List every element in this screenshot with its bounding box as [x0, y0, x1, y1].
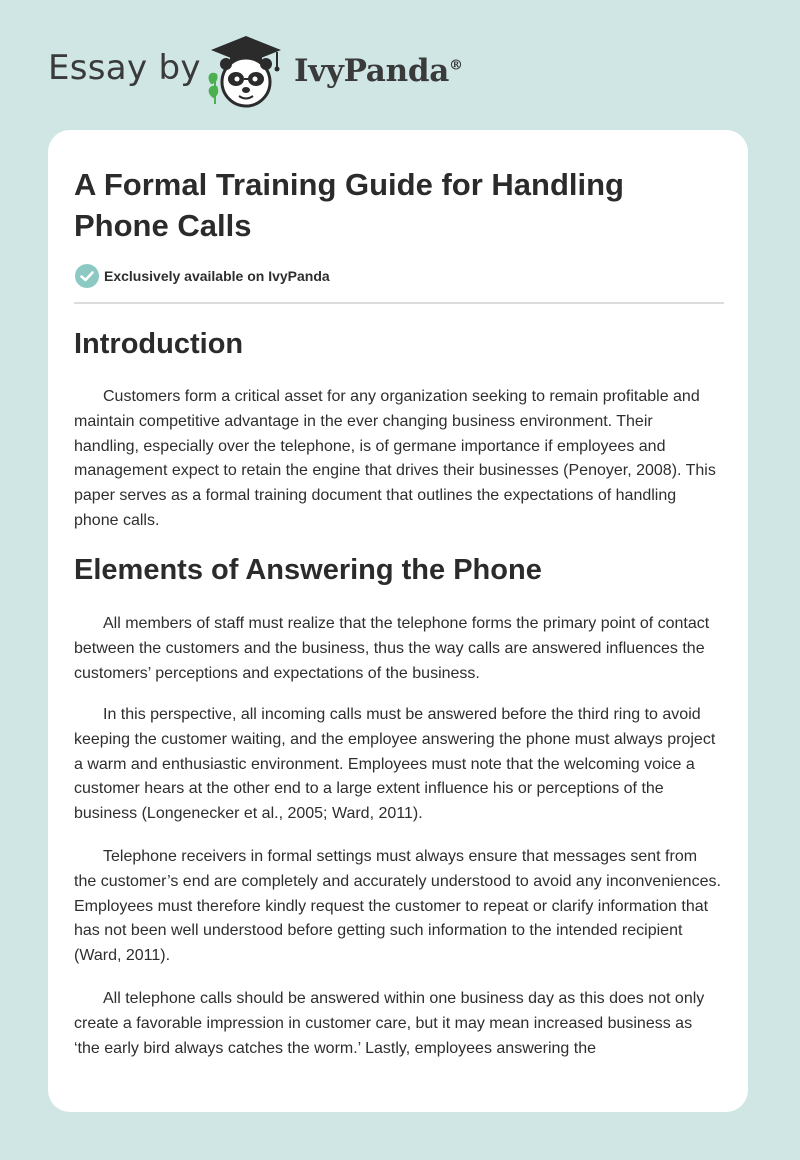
- paragraph: All members of staff must realize that the telephone forms the primary point of contact between the customers and the business, thus the way calls are answered influences the customers’ perceptions and expectations of the business.: [74, 615, 710, 682]
- check-circle-icon: [74, 263, 100, 289]
- paragraph: All telephone calls should be answered within one business day as this does not only create a favorable impression in customer care, but it may mean increased business as ‘the early bird always catches the worm.’ Lastly, employees answering the: [74, 990, 705, 1057]
- essay-card: [48, 130, 748, 1112]
- title-divider: [74, 302, 724, 304]
- brand-name[interactable]: [294, 53, 463, 89]
- paragraph: In this perspective, all incoming calls must be answered before the third ring to avoid keeping the customer waiting, and the employee answering the phone must always project a warm and enthusiastic environment. Employees must note that the welcoming voice a customer hears at the other end to a large extent influence his or perceptions of the business (Longenecker et al., 2005; Ward, 2011).: [74, 706, 716, 823]
- paragraph: Telephone receivers in formal settings must always ensure that messages sent from the customer’s end are completely and accurately understood to avoid any inconveniences. Employees must therefore kindly request the customer to repeat or clarify information that has not been well understood before getting such information to the intended recipient (Ward, 2011).: [74, 848, 721, 965]
- panda-graduate-icon[interactable]: [203, 34, 289, 110]
- site-header: [48, 34, 508, 108]
- paragraph: Customers form a critical asset for any organization seeking to remain profitable and maintain competitive advantage in the ever changing business environment. Their handling, especially over the telephone, is of germane importance if employees and management expect to retain the engine that drives their businesses (Penoyer, 2008). This paper serves as a formal training document that outlines the expectations of handling phone calls.: [74, 388, 716, 529]
- trademark-symbol: ®: [449, 57, 463, 74]
- essay-by-label: Essay by: [48, 48, 201, 88]
- exclusive-badge-text: Exclusively available on IvyPanda: [104, 268, 330, 284]
- page-title: A Formal Training Guide for Handling Phone Calls: [74, 167, 624, 243]
- brand-name-text: IvyPanda: [294, 53, 449, 89]
- section-heading-introduction: Introduction: [74, 328, 244, 360]
- section-heading-elements: Elements of Answering the Phone: [74, 554, 542, 586]
